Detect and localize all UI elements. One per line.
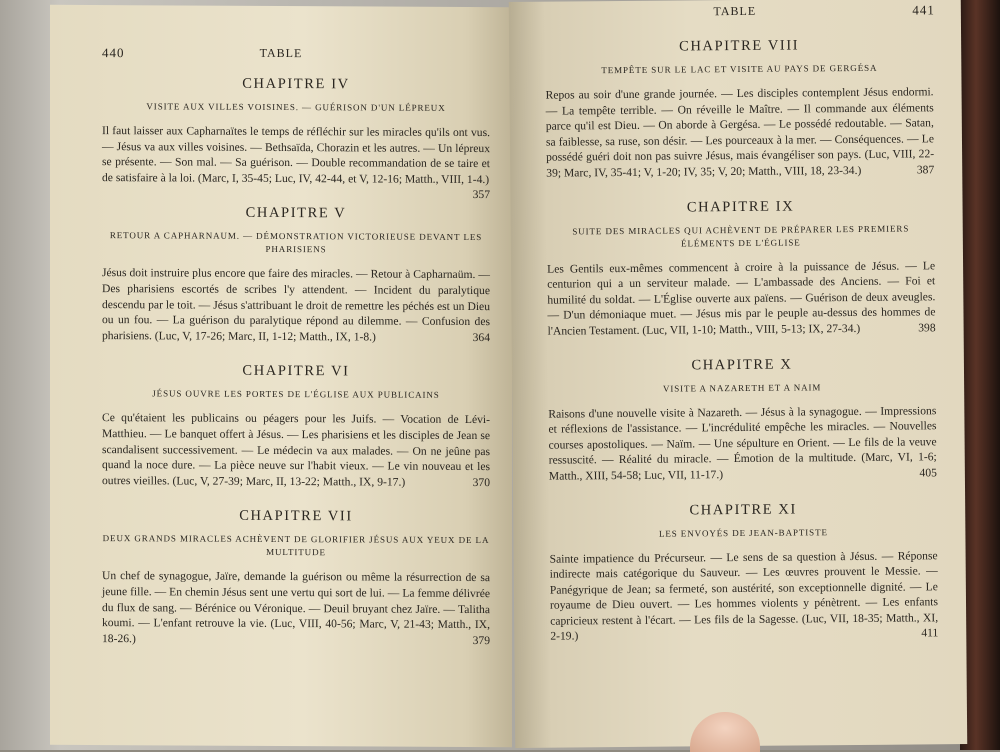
summary-text: Raisons d'une nouvelle visite à Nazareth. — Jésus à la synagogue. — Impressions et réflexions de l'assistance. — L'incrédulité empêche les miracles. — Nouvelles courses apostoliques. — Naïm. — Une sépulture en Orient. — Le fils de la veuve ressuscité. — Réalité du miracle. — Émotion de la multitude. (Marc, VI, 1-6; Matth., XIII, 54-58; Luc, VII, 11-17.): [548, 403, 937, 483]
left-page-content: [102, 75, 490, 658]
chapter-subtitle: DEUX GRANDS MIRACLES ACHÈVENT DE GLORIFIER JÉSUS AUX YEUX DE LA MULTITUDE: [102, 533, 490, 558]
chapter-title: CHAPITRE VI: [242, 363, 350, 380]
chapter-title: CHAPITRE VII: [239, 508, 353, 525]
chapter-title: CHAPITRE VIII: [679, 37, 800, 55]
chapter-section: [546, 197, 935, 339]
page-number: 440: [102, 45, 125, 61]
page-number: 441: [912, 2, 935, 18]
chapter-summary: [102, 568, 490, 648]
chapter-page-ref: 398: [918, 321, 936, 335]
chapter-subtitle: LES ENVOYÉS DE JEAN-BAPTISTE: [658, 526, 828, 539]
chapter-title: CHAPITRE X: [691, 356, 793, 373]
summary-text: Ce qu'étaient les publicains ou péagers pour les Juifs. — Vocation de Lévi-Matthieu. — Le banquet offert à Jésus. — Les pharisiens et les disciples de Jean se scandalisent successivement. — Le médecin va aux malades. — On ne jeûne pas quand la noce dure. — La pièce neuve sur l'habit vieux. — Le vin nouveau et les outres vieilles. (Luc, V, 27-39; Marc, II, 13-22; Matth., IX, 9-17.): [102, 411, 490, 489]
chapter-page-ref: 411: [921, 626, 939, 640]
chapter-page-ref: 357: [472, 188, 490, 202]
chapter-page-ref: 364: [472, 330, 490, 344]
chapter-page-ref: 370: [472, 475, 490, 489]
chapter-page-ref: 379: [472, 633, 490, 647]
chapter-summary: [102, 410, 490, 490]
summary-text: Un chef de synagogue, Jaïre, demande la guérison ou même la résurrection de sa jeune fille. — En chemin Jésus sent une vertu qui sort de lui. — La femme délivrée du flux de sang. — Bérénice ou Véronique. — Deuil bruyant chez Jaïre. — Talitha koumi. — L'enfant retrouve la vie. (Luc, VIII, 40-56; Marc, V, 21-43; Matth., IX, 18-26.): [102, 569, 490, 645]
chapter-subtitle: SUITE DES MIRACLES QUI ACHÈVENT DE PRÉPARER LES PREMIERS ÉLÉMENTS DE L'ÉGLISE: [572, 223, 910, 249]
chapter-subtitle: VISITE A NAZARETH ET A NAIM: [662, 381, 822, 394]
right-page-content: [545, 36, 938, 654]
summary-text: Sainte impatience du Précurseur. — Le sens de sa question à Jésus. — Réponse indirecte mais catégorique du Sauveur. — Les œuvres prouvent le Messie. — Panégyrique de Jean; sa fermeté, son austérité, son exceptionnelle dignité. — Le royaume de Dieu ouvert. — Les hommes violents y pénètrent. — Les enfants capricieux restent à l'écart. — Les fils de la Sagesse. (Luc, VII, 18-35; Matth., XI, 2-19.): [549, 548, 939, 644]
chapter-summary: [548, 403, 937, 484]
chapter-subtitle: JÉSUS OUVRE LES PORTES DE L'ÉGLISE AUX PUBLICAINS: [152, 388, 440, 401]
chapter-title: CHAPITRE IX: [686, 198, 795, 216]
chapter-section: [545, 36, 934, 181]
chapter-section: [102, 204, 490, 345]
left-page: [50, 5, 512, 747]
chapter-page-ref: 405: [919, 466, 937, 480]
chapter-section: [549, 500, 938, 645]
running-head: TABLE: [713, 3, 757, 19]
chapter-page-ref: 387: [916, 163, 935, 177]
left-page-header: [50, 45, 512, 67]
right-page: [509, 0, 967, 748]
chapter-summary: [546, 84, 935, 181]
chapter-subtitle: VISITE AUX VILLES VOISINES. — GUÉRISON D'UN LÉPREUX: [146, 101, 446, 113]
running-head: TABLE: [259, 45, 303, 61]
chapter-summary: [547, 258, 936, 339]
chapter-summary: [102, 265, 490, 345]
chapter-section: [102, 507, 490, 648]
chapter-summary: [102, 123, 490, 202]
chapter-title: CHAPITRE V: [245, 205, 347, 222]
chapter-subtitle: RETOUR A CAPHARNAUM. — DÉMONSTRATION VICTORIEUSE DEVANT LES PHARISIENS: [109, 230, 483, 255]
summary-text: Jésus doit instruire plus encore que faire des miracles. — Retour à Capharnaüm. — Des pharisiens escortés de scribes l'y attendent. — Incident du paralytique descendu par le toit. — Jésus s'attribuant le droit de remettre les péchés est un Dieu ou un fou. — La guérison du paralytique répond au dilemme. — Confusion des pharisiens. (Luc, V, 17-26; Marc, II, 1-12; Matth., IX, 1-8.): [102, 266, 490, 344]
summary-text: Repos au soir d'une grande journée. — Les disciples contemplent Jésus endormi. — La tempête terrible. — On réveille le Maître. — Il commande aux éléments parce qu'il est Dieu. — On aborde à Gergésa. — Le possédé redoutable. — Satan, sa faiblesse, sa ruse, son désir. — Les pourceaux à la mer. — Conséquences. — Le possédé guéri doit non pas suivre Jésus, mais évangéliser son pays. (Luc, VIII, 22-39; Marc, IV, 35-41; V, 1-20; IV, 35; V, 20; Matth., VIII, 18, 23-34.): [545, 85, 935, 180]
chapter-title: CHAPITRE XI: [689, 500, 797, 518]
chapter-subtitle: TEMPÊTE SUR LE LAC ET VISITE AU PAYS DE GERGÉSA: [601, 62, 878, 76]
right-page-header: [509, 2, 961, 26]
chapter-section: [548, 355, 937, 484]
summary-text: Il faut laisser aux Capharnaïtes le temps de réfléchir sur les miracles qu'ils ont vus. — Jésus va aux villes voisines. — Bethsaïda, Chorazin et les autres. — Un lépreux se présente. — Son mal. — Sa guérison. — Double recommandation de se taire et de satisfaire à la loi. (Marc, I, 35-45; Luc, IV, 42-44, et V, 12-16; Matth., VIII, 1-4.): [102, 124, 490, 186]
chapter-summary: [550, 548, 939, 645]
summary-text: Les Gentils eux-mêmes commencent à croire à la puissance de Jésus. — Le centurion qui a un serviteur malade. — L'ambassade des Anciens. — Foi et humilité du soldat. — L'Église ouverte aux païens. — Guérison de deux aveugles. — D'un démoniaque muet. — Jésus mis par le peuple au-dessus des hommes de l'Ancien Testament. (Luc, VII, 1-10; Matth., VIII, 5-13; IX, 27-34.): [547, 258, 936, 338]
chapter-title: CHAPITRE IV: [242, 75, 350, 93]
chapter-section: [102, 362, 490, 490]
chapter-section: [102, 75, 490, 202]
